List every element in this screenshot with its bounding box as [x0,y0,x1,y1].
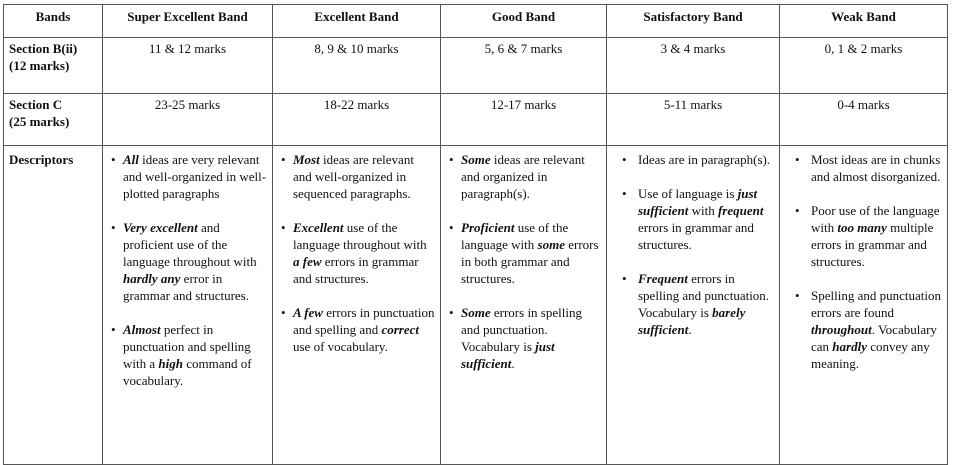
emphasis-text: just sufficient [461,339,555,371]
descriptor-text: with [688,203,718,218]
table-row-descriptors [4,146,948,465]
descriptor-text: errors in spelling and punctuation. Vocabulary is [638,271,770,320]
descriptor-text: command of vocabulary. [123,356,252,388]
descriptor-text: Poor use of the language with [811,203,940,235]
row-label [4,94,103,146]
descriptor-text: perfect in punctuation and spelling with a [123,322,251,371]
descriptor-text: ideas are relevant and well-organized in sequenced paragraphs. [293,152,414,201]
descriptor-item [638,185,774,253]
descriptor-text: error in grammar and structures. [123,271,249,303]
emphasis-text: hardly any [123,271,181,286]
descriptor-item [293,304,435,355]
descriptor-text: Spelling and punctuation errors are found [811,288,941,320]
descriptor-item [638,151,774,168]
descriptor-text: convey any meaning. [811,339,930,371]
row-label [4,38,103,94]
descriptor-text: Use of language is [638,186,738,201]
header-satisfactory: Satisfactory Band [607,5,780,38]
emphasis-text: hardly [832,339,867,354]
row-label-line: (25 marks) [9,114,70,129]
descriptor-text: ideas are relevant and organized in paragraph(s). [461,152,585,201]
emphasis-text: Some [461,305,491,320]
descriptor-item [811,151,942,185]
descriptor-item [461,219,601,287]
descriptor-list [612,151,774,338]
descriptor-cell [607,146,780,465]
descriptor-item [123,151,267,202]
descriptor-item [461,151,601,202]
row-label-line: Section C [9,97,63,112]
descriptor-item [123,321,267,389]
descriptor-text: and proficient use of the language throughout with [123,220,257,269]
emphasis-text: Most [293,152,320,167]
emphasis-text: barely sufficient [638,305,746,337]
emphasis-text: Some [461,152,491,167]
header-bands: Bands [4,5,103,38]
marks-cell: 18-22 marks [273,94,441,146]
row-label-line: (12 marks) [9,58,70,73]
header-super-excellent: Super Excellent Band [103,5,273,38]
emphasis-text: Very excellent [123,220,198,235]
descriptor-item [638,270,774,338]
descriptor-text: multiple errors in grammar and structures. [811,220,934,269]
marks-cell: 0, 1 & 2 marks [780,38,948,94]
descriptor-text: use of vocabulary. [293,339,388,354]
descriptor-text: errors in both grammar and structures. [461,237,599,286]
header-excellent: Excellent Band [273,5,441,38]
emphasis-text: Frequent [638,271,688,286]
descriptor-text: . Vocabulary can [811,322,937,354]
emphasis-text: Proficient [461,220,515,235]
descriptor-text: . [688,322,692,337]
marking-bands-table [3,4,948,465]
marks-cell: 23-25 marks [103,94,273,146]
emphasis-text: Excellent [293,220,344,235]
descriptor-text: errors in grammar and structures. [638,220,754,252]
emphasis-text: A few [293,305,323,320]
marks-cell: 5-11 marks [607,94,780,146]
descriptor-text: errors in punctuation and spelling and [293,305,435,337]
row-label: Descriptors [4,146,103,465]
emphasis-text: All [123,152,139,167]
descriptor-item [293,219,435,287]
descriptor-cell [103,146,273,465]
row-label-line: Section B(ii) [9,41,78,56]
emphasis-text: too many [837,220,887,235]
descriptor-text: . [511,356,515,371]
table-row-section-c [4,94,948,146]
descriptor-text: Ideas are in paragraph(s). [638,152,771,167]
descriptor-list [108,151,267,389]
descriptor-text: ideas are very relevant and well-organized in well-plotted paragraphs [123,152,267,201]
descriptor-cell [441,146,607,465]
marks-cell: 5, 6 & 7 marks [441,38,607,94]
descriptor-item [123,219,267,304]
descriptor-text: errors in spelling and punctuation. Vocabulary is [461,305,582,354]
descriptor-list [278,151,435,355]
descriptor-list [785,151,942,372]
descriptor-cell [780,146,948,465]
descriptor-item [293,151,435,202]
emphasis-text: throughout [811,322,872,337]
descriptor-text: Most ideas are in chunks and almost disorganized. [811,152,941,184]
descriptor-text: errors in grammar and structures. [293,254,419,286]
emphasis-text: just sufficient [638,186,758,218]
descriptor-cell [273,146,441,465]
emphasis-text: some [537,237,565,252]
emphasis-text: Almost [123,322,161,337]
descriptor-item [811,202,942,270]
descriptor-item [811,287,942,372]
header-row [4,5,948,38]
header-weak: Weak Band [780,5,948,38]
emphasis-text: a few [293,254,322,269]
marks-cell: 3 & 4 marks [607,38,780,94]
descriptor-text: use of the language with [461,220,569,252]
header-good: Good Band [441,5,607,38]
emphasis-text: correct [381,322,420,337]
descriptor-text: use of the language throughout with [293,220,427,252]
marks-cell: 8, 9 & 10 marks [273,38,441,94]
emphasis-text: frequent [717,203,764,218]
marks-cell: 12-17 marks [441,94,607,146]
descriptor-list [446,151,601,372]
marks-cell: 11 & 12 marks [103,38,273,94]
table-row-section-b [4,38,948,94]
emphasis-text: high [158,356,183,371]
descriptor-item [461,304,601,372]
marks-cell: 0-4 marks [780,94,948,146]
